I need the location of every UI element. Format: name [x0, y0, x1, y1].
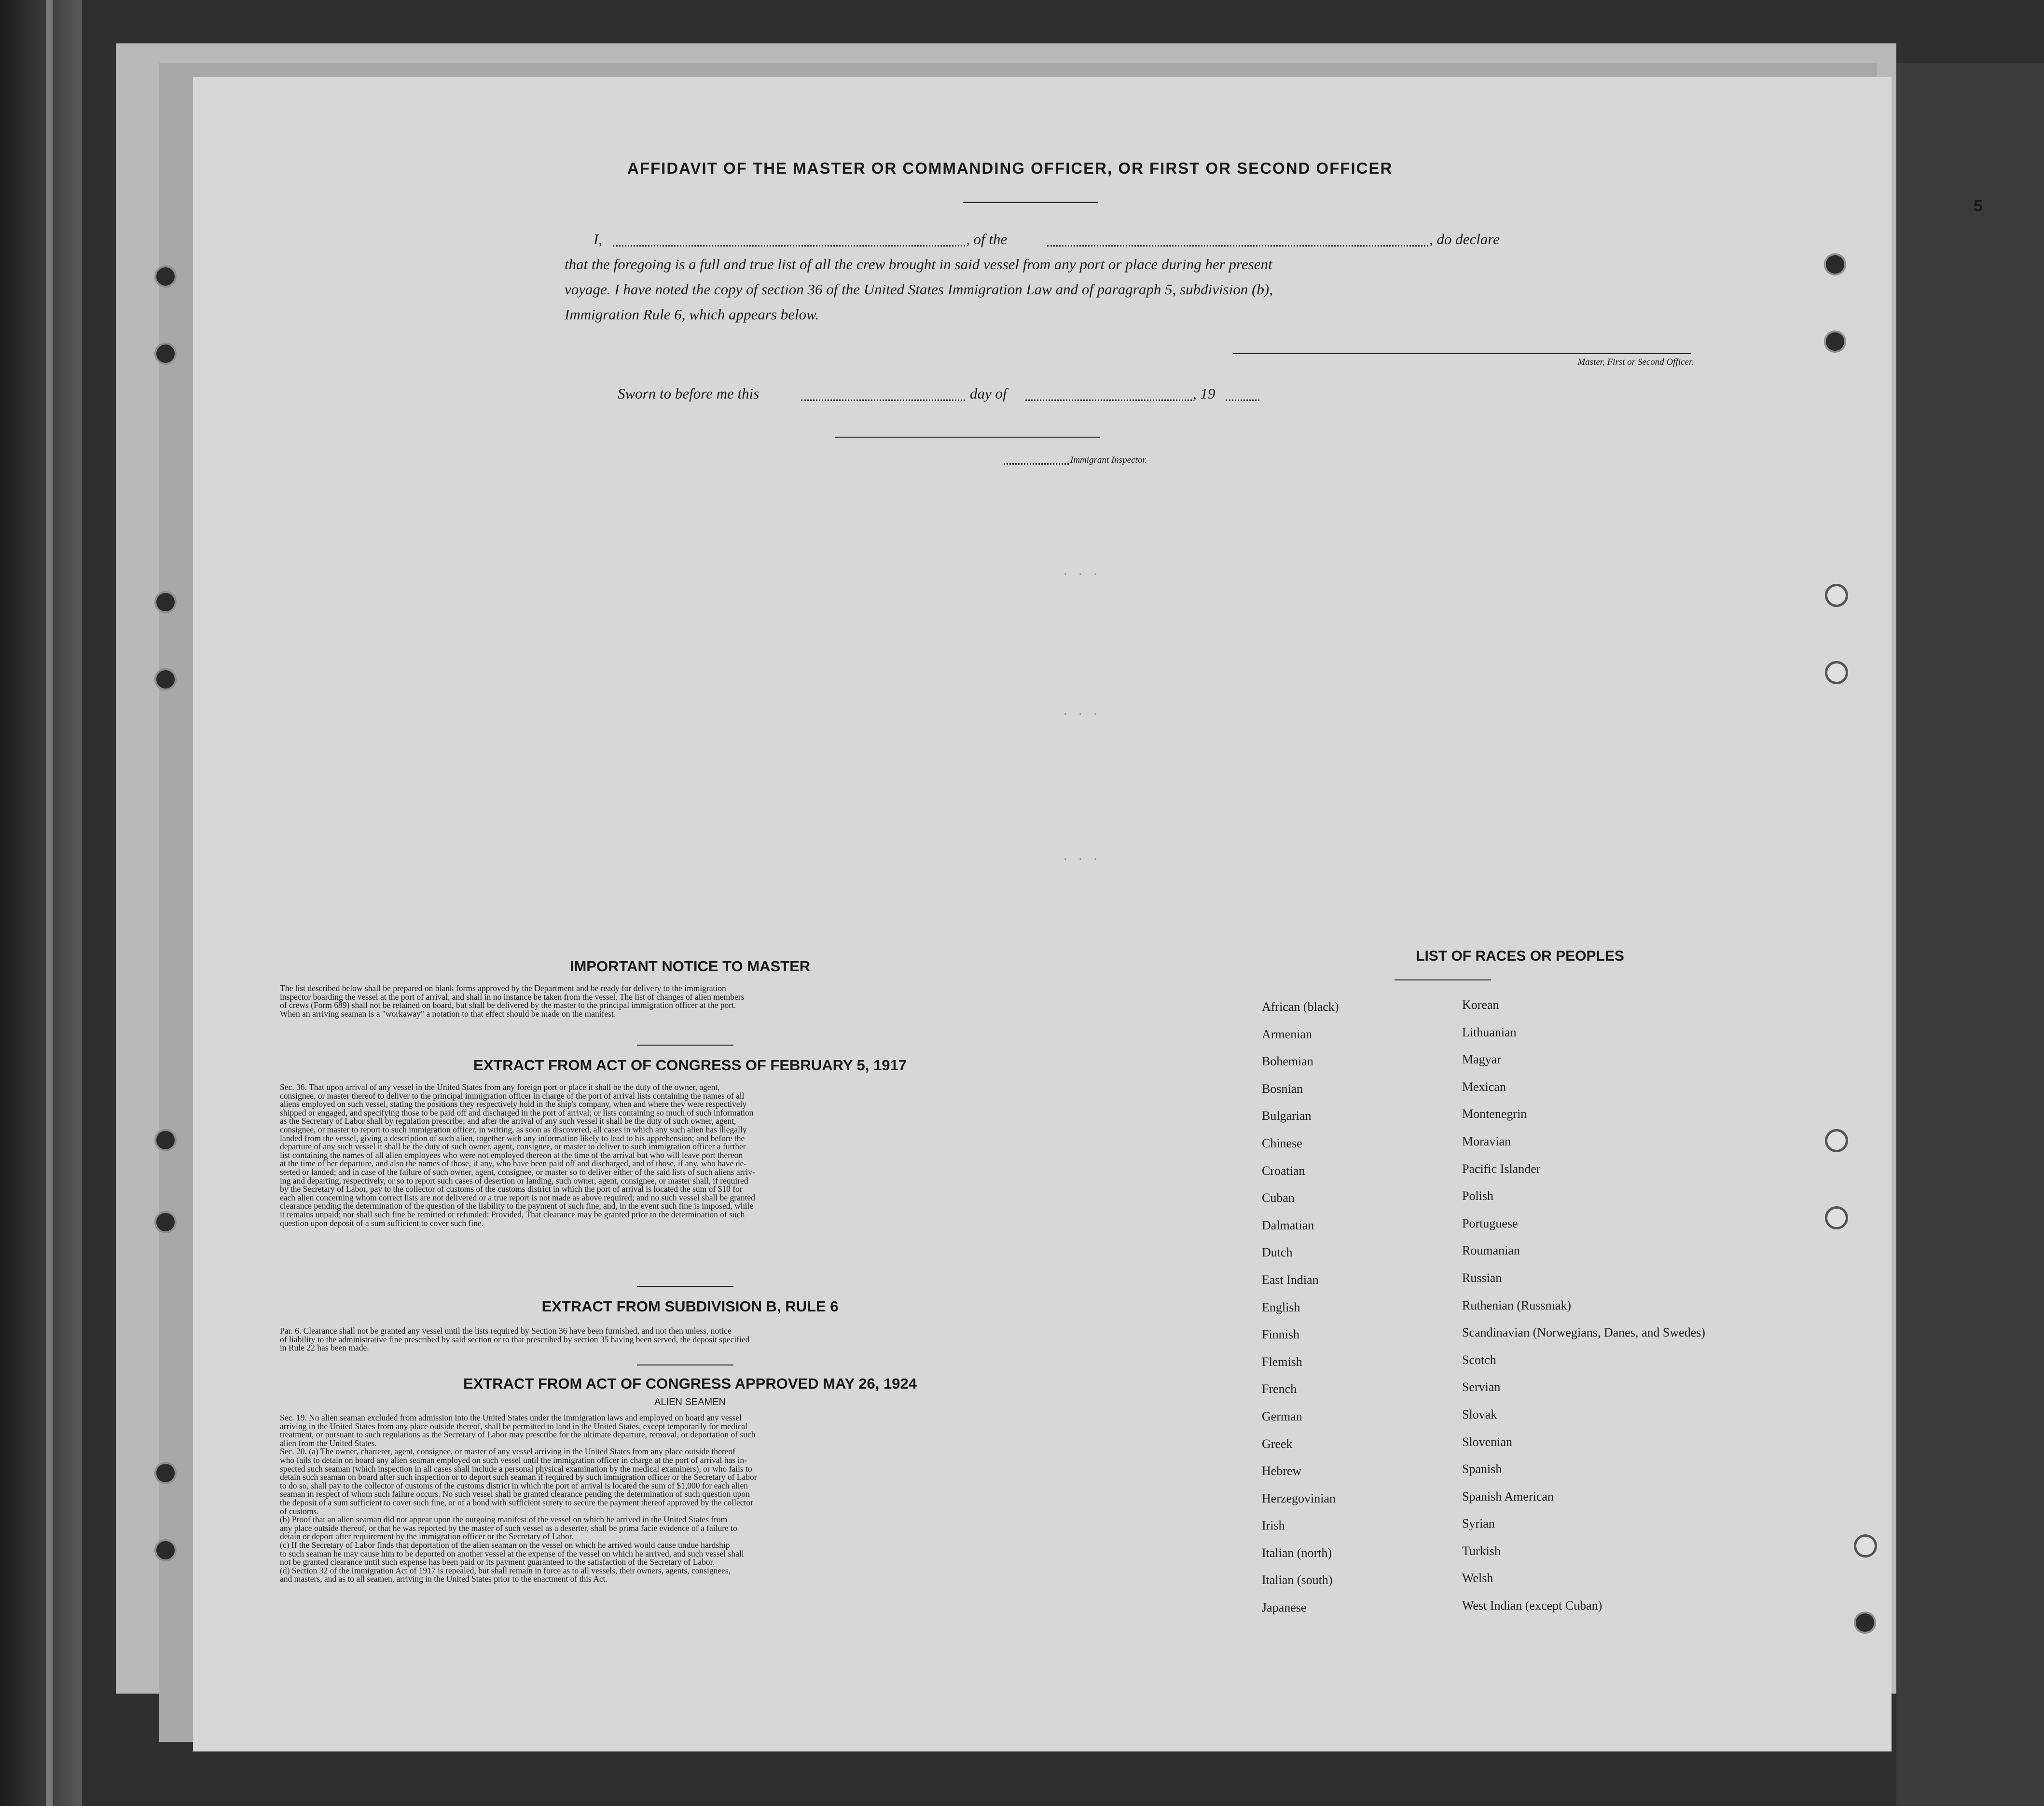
scan-strip — [46, 0, 53, 1806]
punch-hole — [1825, 584, 1848, 607]
punch-hole — [1824, 331, 1846, 353]
year-blank — [1226, 390, 1259, 401]
extract-1924-line: alien from the United States. — [280, 1438, 377, 1448]
extract-1924-line: who fails to detain on board any alien seaman employed on such vessel until the immigration officer in charge at the port of arrival has in- — [280, 1455, 747, 1465]
extract-1924-title: EXTRACT FROM ACT OF CONGRESS APPROVED MAY 26, 1924 — [463, 1375, 917, 1392]
section-rule — [637, 1045, 733, 1046]
notice-line: of crews (Form 689) shall not be retained on board, but shall be delivered by the master to the principal immigration officer at the port. — [280, 1000, 736, 1010]
race-item: Dalmatian — [1262, 1218, 1314, 1232]
race-item: Korean — [1462, 998, 1499, 1012]
race-item: Italian (north) — [1262, 1545, 1332, 1560]
extract-1924-line: to do so, shall pay to the collector of customs of the customs district in which the port of arrival is located the sum of $1,000 for each alien — [280, 1480, 748, 1490]
extract-1924-line: detain or deport after requirement by the immigration officer or the Secretary of Labor. — [280, 1531, 574, 1542]
extract-1917-title: EXTRACT FROM ACT OF CONGRESS OF FEBRUARY 5, 1917 — [473, 1057, 907, 1074]
race-item: African (black) — [1262, 1000, 1339, 1014]
punch-hole — [1825, 1206, 1848, 1229]
extract-1917-line: at the time of her departure, and also the names of those, if any, who have been paid off and discharged, and of those, if any, who have de- — [280, 1158, 747, 1169]
affidavit-line-3: voyage. I have noted the copy of section 36 of the United States Immigration Law and of paragraph 5, subdivision (b), — [565, 281, 1273, 298]
extract-1924-line: spected such seaman (which inspection in all cases shall include a personal physical examination by the medical examiners), or who fails to — [280, 1463, 752, 1474]
vessel-blank — [1047, 235, 1428, 247]
notice-line: inspector boarding the vessel at the port of arrival, and shall in no instance be taken from the vessel. The list of changes of alien members — [280, 992, 745, 1002]
affidavit-body — [565, 227, 1694, 327]
races-title: LIST OF RACES OR PEOPLES — [1416, 948, 1624, 964]
extract-1924-line: the deposit of a sum sufficient to cover such fine, or of a bond with sufficient surety to secure the payment thereof approved by the collector — [280, 1497, 753, 1507]
race-item: Bulgarian — [1262, 1109, 1312, 1123]
race-item: Croatian — [1262, 1163, 1305, 1178]
extract-1924-line: Sec. 20. (a) The owner, charterer, agent, consignee, or master of any vessel arriving in the United States from any place outside thereof — [280, 1447, 735, 1457]
extract-1924-line: (c) If the Secretary of Labor finds that deportation of the alien seaman on the vessel on which he arrived would cause undue hardship — [280, 1540, 730, 1550]
race-item: Spanish — [1462, 1462, 1502, 1476]
race-item: German — [1262, 1409, 1302, 1423]
extract-1924-line: any place outside thereof, or that he was reported by the master of such vessel as a deserter, shall be prima facie evidence of a failure to — [280, 1523, 737, 1533]
extract-1917-line: Sec. 36. That upon arrival of any vessel in the United States from any foreign port or place it shall be the duty of the owner, agent, — [280, 1082, 720, 1092]
affidavit-declare: , do declare — [1429, 231, 1500, 248]
race-item: Irish — [1262, 1518, 1285, 1533]
extract-1924-line: and masters, and as to all seamen, arriving in the United States prior to the enactment of this Act. — [280, 1574, 608, 1584]
race-item: Italian (south) — [1262, 1573, 1333, 1587]
extract-rule6-line: in Rule 22 has been made. — [280, 1343, 369, 1353]
punch-hole — [1825, 1129, 1848, 1152]
punch-hole — [1824, 253, 1846, 276]
race-item: Cuban — [1262, 1191, 1295, 1205]
affidavit-line-4: Immigration Rule 6, which appears below. — [565, 306, 819, 323]
race-item: Moravian — [1462, 1134, 1511, 1148]
punch-hole — [1854, 1534, 1877, 1558]
extract-1924-line: to such seaman he may cause him to be deported on another vessel at the expense of the vessel on which he arrived, and such vessel shall — [280, 1548, 744, 1558]
race-item: West Indian (except Cuban) — [1462, 1599, 1602, 1613]
extract-1917-line: departure of any such vessel it shall be the duty of such owner, agent, consignee, or master to deliver to such immigration officer a further — [280, 1142, 746, 1152]
section-rule — [637, 1286, 733, 1287]
notice-line: The list described below shall be prepared on blank forms approved by the Department and be ready for delivery to the immigration — [280, 983, 726, 993]
race-item: Slovak — [1462, 1407, 1497, 1421]
race-item: Scotch — [1462, 1352, 1496, 1367]
extract-1917-line: clearance pending the determination of the question of the liability to the payment of such fine, and, in the event such fine is imposed, while — [280, 1201, 754, 1211]
punch-hole — [154, 1129, 177, 1151]
race-item: Servian — [1462, 1380, 1501, 1394]
extract-1924-line: detain such seaman on board after such inspection or to deport such seaman if required by such immigration officer or the Secretary of Labor — [280, 1472, 757, 1482]
race-item: Turkish — [1462, 1544, 1501, 1558]
extract-1924-text — [280, 1414, 1004, 1584]
sworn-text: Sworn to before me this — [618, 385, 760, 402]
race-item: Montenegrin — [1462, 1107, 1527, 1121]
extract-1917-line: it remains unpaid; nor shall such fine be remitted or refunded: Provided, That clearance may be granted prior to the determination of such — [280, 1209, 745, 1219]
day-of-text: day of — [970, 385, 1007, 402]
manifest-page — [193, 77, 1983, 1751]
race-item: Polish — [1462, 1189, 1494, 1203]
extract-1924-line: (b) Proof that an alien seaman did not appear upon the outgoing manifest of the vessel on which he arrived in the United States from — [280, 1515, 728, 1525]
extract-rule6-line: of liability to the administrative fine prescribed by said section or to that prescribed by section 35 having been served, the deposit specified — [280, 1334, 750, 1344]
alien-seamen-subtitle: ALIEN SEAMEN — [654, 1397, 726, 1407]
race-item: Dutch — [1262, 1245, 1293, 1260]
month-blank — [1025, 390, 1192, 401]
bleed-through-mark: . . . — [1062, 704, 1100, 719]
race-item: Spanish American — [1462, 1489, 1554, 1503]
notice-line: When an arriving seaman is a "workaway" a notation to that effect should be made on the manifest. — [280, 1008, 616, 1019]
race-item: Finnish — [1262, 1327, 1300, 1342]
extract-rule6-text — [280, 1327, 1004, 1352]
year-prefix: , 19 — [1193, 385, 1215, 402]
extract-1917-line: ing and departing, respectively, or so to report such cases of desertion or landing, such owner, agent, consignee, or master shall, if required — [280, 1175, 748, 1186]
extract-1924-line: seaman in respect of whom such failure occurs. No such vessel shall be granted clearance pending the determination of such question upon — [280, 1489, 750, 1499]
notice-title: IMPORTANT NOTICE TO MASTER — [569, 958, 811, 975]
extract-1917-line: aliens employed on such vessel, stating the positions they respectively hold in the ship's company, when and where they were respectively — [280, 1099, 747, 1109]
race-item: Bosnian — [1262, 1081, 1303, 1096]
extract-1924-line: arriving in the United States from any place outside thereof, shall be permitted to land in the United States, except temporarily for medical — [280, 1421, 748, 1431]
extract-1917-line: consignee, or master to report to such immigration officer, in writing, as soon as discovered, all cases in which any such alien has illegally — [280, 1124, 747, 1134]
extract-1917-line: as the Secretary of Labor shall by regulation prescribe; and after the arrival of any such vessel it shall be the duty of such owner, agent, — [280, 1116, 736, 1126]
punch-hole — [154, 343, 177, 365]
extract-1917-line: question upon deposit of a sum sufficient to cover such fine. — [280, 1218, 484, 1228]
name-blank — [613, 235, 965, 247]
affidavit-i: I, — [594, 231, 603, 248]
extract-1917-line: consignee, or master thereof to deliver to the principal immigration officer in charge of the port of arrival lists containing the names of all — [280, 1090, 745, 1101]
race-item: Chinese — [1262, 1136, 1302, 1150]
page-number: 5 — [1974, 197, 1983, 215]
races-left-column — [1262, 1000, 1455, 1628]
race-item: French — [1262, 1382, 1297, 1396]
race-item: Mexican — [1462, 1079, 1506, 1094]
day-blank — [801, 390, 965, 401]
race-item: Magyar — [1462, 1052, 1501, 1067]
extract-1917-line: serted or landed; and in case of the failure of such owner, agent, consignee, or master so to deliver either of the said lists of such aliens arriv- — [280, 1167, 755, 1177]
race-item: Roumanian — [1462, 1243, 1520, 1258]
punch-hole — [154, 591, 177, 613]
race-item: Greek — [1262, 1436, 1293, 1451]
extract-1924-line: not be granted clearance until such expense has been paid or its payment guaranteed to the satisfaction of the Secretary of Labor. — [280, 1557, 715, 1567]
punch-hole — [1825, 661, 1848, 684]
inspector-line — [835, 437, 1100, 438]
inspector-dots — [1004, 458, 1069, 465]
extract-1924-line: of customs. — [280, 1506, 319, 1516]
bleed-through-mark: . . . — [1062, 565, 1100, 579]
race-item: Welsh — [1462, 1571, 1493, 1585]
extract-1917-text — [280, 1083, 1004, 1227]
scan-border-left — [0, 0, 82, 1806]
race-item: Flemish — [1262, 1354, 1302, 1369]
extract-1917-line: landed from the vessel, giving a description of such alien, together with any information likely to lead to his apprehension; and before the — [280, 1133, 745, 1143]
race-item: Japanese — [1262, 1600, 1307, 1615]
race-item: Pacific Islander — [1462, 1161, 1541, 1176]
notice-text — [280, 984, 1004, 1018]
extract-1917-line: by the Secretary of Labor, pay to the collector of customs of the customs district in which the port of arrival is located the sum of $10 for — [280, 1184, 743, 1194]
race-item: Russian — [1462, 1270, 1502, 1285]
race-item: Ruthenian (Russniak) — [1462, 1298, 1572, 1312]
race-item: Syrian — [1462, 1516, 1495, 1531]
punch-hole — [154, 1211, 177, 1233]
extract-rule6-title: EXTRACT FROM SUBDIVISION B, RULE 6 — [541, 1298, 839, 1315]
signature-line — [1233, 353, 1691, 354]
signature-caption: Master, First or Second Officer. — [1577, 357, 1694, 367]
punch-hole — [154, 1462, 177, 1484]
punch-hole — [154, 265, 177, 288]
extract-rule6-line: Par. 6. Clearance shall not be granted any vessel until the lists required by Section 36 have been furnished, and not then unless, notice — [280, 1326, 732, 1336]
race-item: East Indian — [1262, 1272, 1319, 1287]
affidavit-of-the: , of the — [966, 231, 1008, 248]
race-item: Lithuanian — [1462, 1025, 1517, 1039]
punch-hole — [154, 1539, 177, 1561]
race-item: Portuguese — [1462, 1216, 1518, 1230]
sworn-line — [618, 381, 1486, 406]
affidavit-title: AFFIDAVIT OF THE MASTER OR COMMANDING OFFICER, OR FIRST OR SECOND OFFICER — [627, 159, 1393, 177]
race-item: Bohemian — [1262, 1054, 1313, 1069]
extract-1924-line: Sec. 19. No alien seaman excluded from admission into the United States under the immigration laws and employed on board any vessel — [280, 1413, 742, 1422]
extract-1917-line: shipped or engaged, and specifying those to be paid off and discharged in the port of arrival; or lists containing so much of such information — [280, 1107, 754, 1117]
punch-hole — [1854, 1612, 1876, 1634]
races-right-column — [1462, 998, 1732, 1626]
title-rule — [963, 202, 1098, 203]
races-rule — [1395, 979, 1491, 980]
race-item: English — [1262, 1300, 1300, 1314]
race-item: Hebrew — [1262, 1464, 1302, 1478]
extract-1917-line: list containing the names of all alien employees who were not employed thereon at the time of the arrival but who will leave port thereon — [280, 1150, 743, 1160]
race-item: Slovenian — [1462, 1434, 1512, 1449]
bleed-through-mark: . . . — [1062, 849, 1100, 864]
extract-1924-line: treatment, or pursuant to such regulations as the Secretary of Labor may prescribe for the ultimate departure, removal, or deportation of such — [280, 1430, 756, 1440]
affidavit-line-2: that the foregoing is a full and true list of all the crew brought in said vessel from any port or place during her present — [565, 256, 1272, 273]
punch-hole — [154, 668, 177, 690]
inspector-caption: Immigrant Inspector. — [1070, 455, 1147, 465]
race-item: Scandinavian (Norwegians, Danes, and Swedes) — [1462, 1325, 1705, 1340]
extract-1924-line: (d) Section 32 of the Immigration Act of 1917 is repealed, but shall remain in force as to all vessels, their owners, agents, consignees, — [280, 1565, 731, 1575]
scan-border-right — [1896, 63, 2044, 1806]
extract-1917-line: each alien concerning whom correct lists are not delivered or a true report is not made as above required; and no such vessel shall be granted — [280, 1192, 755, 1202]
race-item: Herzegovinian — [1262, 1491, 1336, 1505]
race-item: Armenian — [1262, 1027, 1312, 1041]
